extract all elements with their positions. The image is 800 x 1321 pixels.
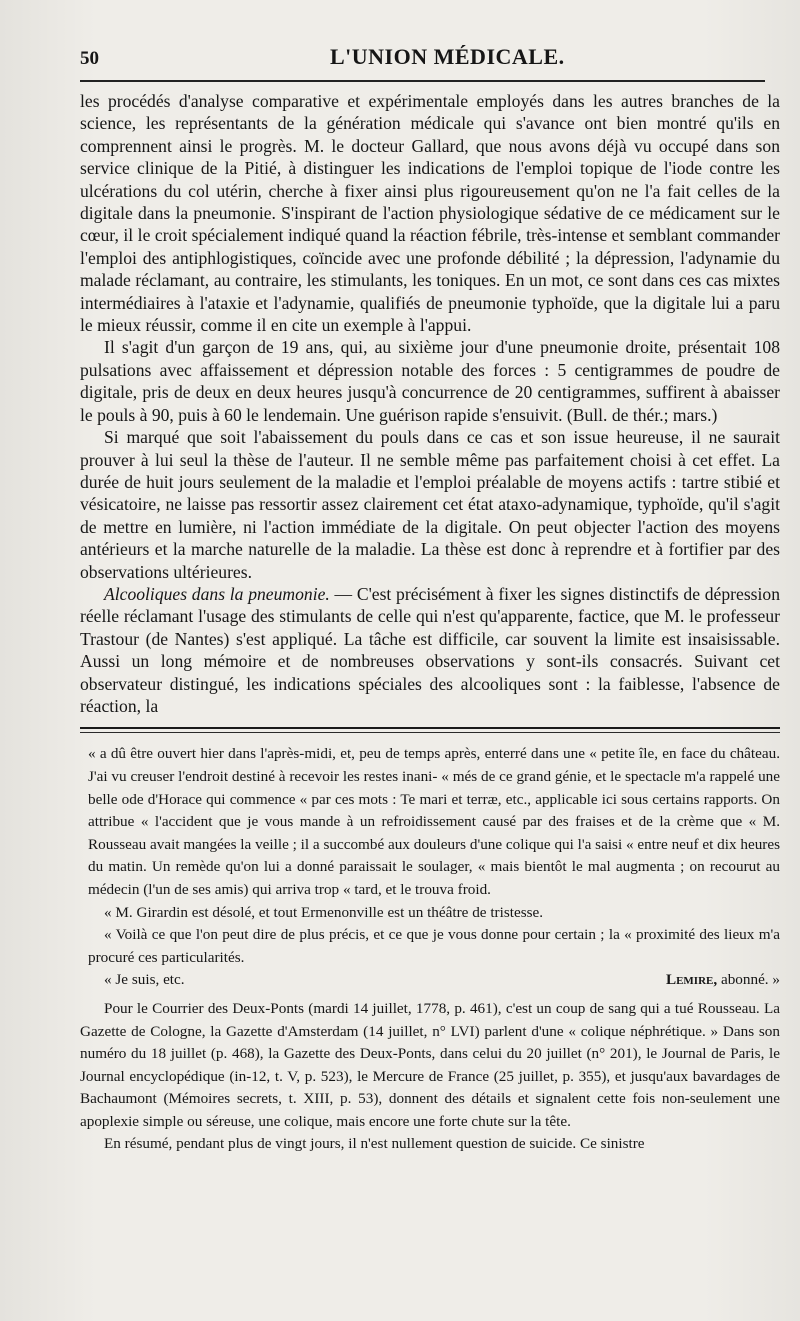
footnote-separator-thin (80, 732, 780, 733)
header-rule (80, 80, 765, 82)
section-lead: Alcooliques dans la pneumonie. (104, 583, 330, 604)
paragraph: les procédés d'analyse comparative et expérimentale employés dans les autres branches de la science, les représentants de la génération médicale qui s'avance ont bien montré qu'ils en comprennent ainsi le progrès. M. le docteur Gallard, que nous avons déjà vu occupé dans son service clinique de la Pitié, à distinguer les indications de l'emploi topique de l'iode contre les ulcérations du col utérin, cherche à fixer ainsi plus rigoureusement qu'on ne l'a fait celles de la digitale dans la pneumonie. S'inspirant de l'action physiologique sédative de ce médicament sur le cœur, il le croit spécialement indiqué quand la réaction fébrile, très-intense et semblant commander l'emploi des antiphlogistiques, coïncide avec une profonde débilité ; la dépression, l'adynamie du malade réclamant, au contraire, les stimulants, les toniques. En un mot, ce sont dans ces cas mixtes intermédiaires à l'ataxie et l'adynamie, qualifiés de pneumonie typhoïde, que la digitale lui a paru le mieux réussir, comme il en cite un exemple à l'appui. (80, 91, 780, 336)
paragraph: Si marqué que soit l'abaissement du pouls dans ce cas et son issue heureuse, il ne saurait prouver à lui seul la thèse de l'auteur. Il ne semble même pas parfaitement choisi à cet effet. La durée de huit jours seulement de la maladie et l'emploi préalable de moyens actifs : tartre stibié et vésicatoire, ne laisse pas ressortir assez clairement cet état ataxo-adynamique, typhoïde, qu'il s'agit de mettre en lumière, ni l'action immédiate de la digitale. On peut objecter l'action des moyens antérieurs et la marche naturelle de la maladie. La thèse est donc à reprendre et à fortifier par des observations ultérieures. (80, 427, 780, 582)
paragraph: En résumé, pendant plus de vingt jours, il n'est nullement question de suicide. Ce sinistre (104, 1135, 645, 1153)
footnote-separator (80, 727, 780, 729)
paragraph: Pour le Courrier des Deux-Ponts (mardi 14 juillet, 1778, p. 461), c'est un coup de sang qui a tué Rousseau. La Gazette de Cologne, la Gazette d'Amsterdam (14 juillet, n° LVI) parlent d'une « colique néphrétique. » Dans son numéro du 18 juillet (p. 468), la Gazette des Deux-Ponts, dans celui du 20 juillet (n° 201), le Journal de Paris, le Journal encyclopédique (in-12, t. V, p. 523), le Mercure de France (25 juillet, p. 355), et jusqu'aux bavardages de Bachaumont (Mémoires secrets, t. XIII, p. 53), donnent des détails et signalent cette fois non-seulement une apoplexie simple ou séreuse, une colique, mais encore une forte chute sur la tête. (80, 999, 780, 1130)
quoted-letter: « M. Girardin est désolé, et tout Ermenonville est un théâtre de tristesse. (104, 903, 544, 921)
letter-signature-row (80, 969, 780, 992)
running-title: L'UNION MÉDICALE. (330, 44, 565, 69)
signature-name: Lemire, (665, 971, 718, 989)
feuilleton-text (80, 743, 780, 1156)
quoted-letter: « a dû être ouvert hier dans l'après-midi, et, peu de temps après, enterré dans une « petite île, en face du château. J'ai vu creuser l'endroit destiné à recevoir les restes inani- « més de ce grand génie, et le spectacle m'a rappelé une belle ode d'Horace qui commence « par ces mots : Te mari et terræ, etc., applicable ici sous certains rapports. On attribue « l'accident que je vous mande à un refroidissement causé par des fraises et de la crème que « M. Rousseau avait mangées la veille ; il a succombé aux douleurs d'une colique qui l'a saisi « entre neuf et dix heures du matin. Un remède qu'on lui a donné paraissait le soulager, « mais bientôt le mal augmenta ; on recourut au médecin (l'un de ses amis) qui arriva trop « tard, et le trouva froid. (88, 745, 780, 898)
letter-closing: « Je suis, etc. (104, 971, 185, 989)
main-text (80, 90, 780, 717)
page-header (80, 40, 765, 72)
signature-role: abonné. » (717, 971, 780, 989)
paragraph (80, 583, 780, 717)
page-number: 50 (80, 48, 99, 69)
quoted-letter: « Voilà ce que l'on peut dire de plus précis, et ce que je vous donne pour certain ; la « proximité des lieux m'a procuré ces particularités. (88, 926, 780, 966)
letter-signature (666, 969, 780, 992)
paragraph-text: — C'est précisément à fixer les signes distinctifs de dépression réelle réclamant l'usage des stimulants de celle qui n'est qu'apparente, factice, que M. le professeur Trastour (de Nantes) s'est appliqué. La tâche est difficile, car souvent la limite est insaisissable. Aussi un long mémoire et de nombreuses observations y sont-ils consacrés. Suivant cet observateur distingué, les indications spéciales des alcooliques sont : la faiblesse, l'absence de réaction, la (80, 583, 780, 716)
paragraph: Il s'agit d'un garçon de 19 ans, qui, au sixième jour d'une pneumonie droite, présentait 108 pulsations avec affaissement et dépression notable des forces : 5 centigrammes de poudre de digitale, pris de deux en deux heures jusqu'à concurrence de 20 centigrammes, suffirent à abaisser le pouls à 90, puis à 60 le lendemain. Une guérison rapide s'ensuivit. (Bull. de thér.; mars.) (80, 337, 780, 425)
